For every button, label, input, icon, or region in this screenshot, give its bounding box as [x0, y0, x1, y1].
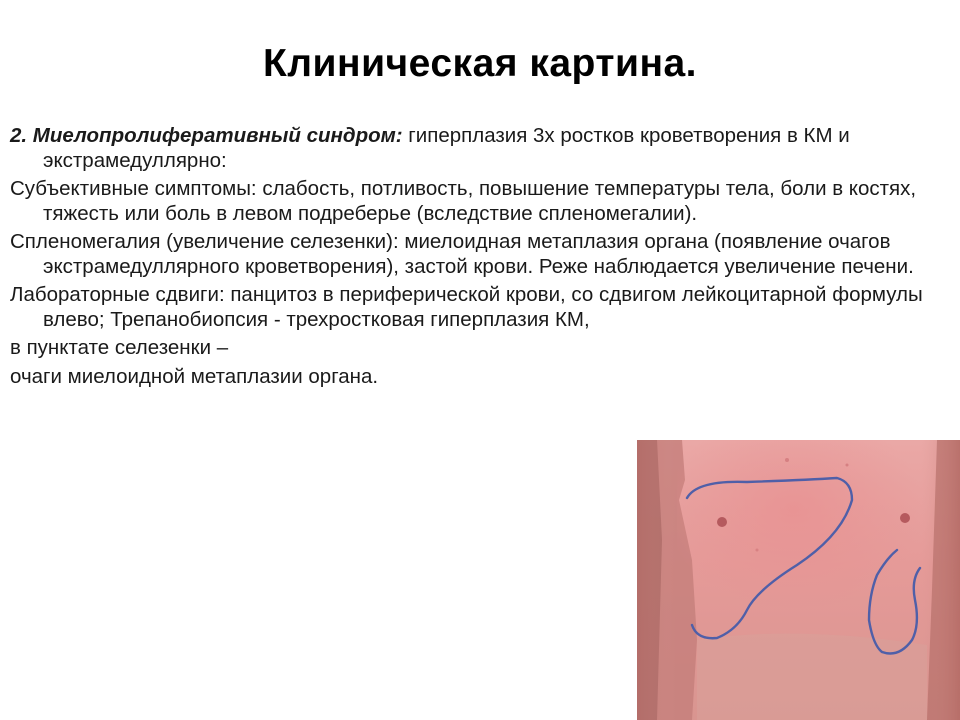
paragraph-lead: 2. Миелопролиферативный синдром: — [10, 124, 403, 147]
clinical-photo-splenomegaly — [637, 440, 960, 720]
nipple-left — [717, 517, 727, 527]
slide-body — [10, 124, 945, 393]
slide-title: Клиническая картина. — [262, 42, 698, 85]
paragraph-myeloproliferative-syndrome — [10, 124, 945, 173]
paragraph-subjective-symptoms: Субъективные симптомы: слабость, потливость, повышение температуры тела, боли в костях, тяжесть или боль в левом подреберье (вследствие спленомегалии). — [10, 177, 917, 225]
paragraph-lab-shifts: Лабораторные сдвиги: панцитоз в периферической крови, со сдвигом лейкоцитарной формулы влево; Трепанобиопсия - трехростковая гиперплазия КМ, — [10, 283, 923, 331]
paragraph-spleen-puncture: в пунктате селезенки – — [10, 336, 229, 359]
patient-torso-image — [637, 440, 960, 720]
paragraph-text: гиперплазия 3х ростков кроветворения в КМ и экстрамедуллярно: — [43, 124, 850, 172]
nipple-right — [900, 513, 910, 523]
paragraph-myeloid-metaplasia: очаги миелоидной метаплазии органа. — [10, 364, 379, 388]
paragraph-splenomegaly: Спленомегалия (увеличение селезенки): миелоидная метаплазия органа (появление очагов экстрамедуллярного кроветворения), застой крови. Реже наблюдается увеличение печени. — [10, 230, 914, 278]
